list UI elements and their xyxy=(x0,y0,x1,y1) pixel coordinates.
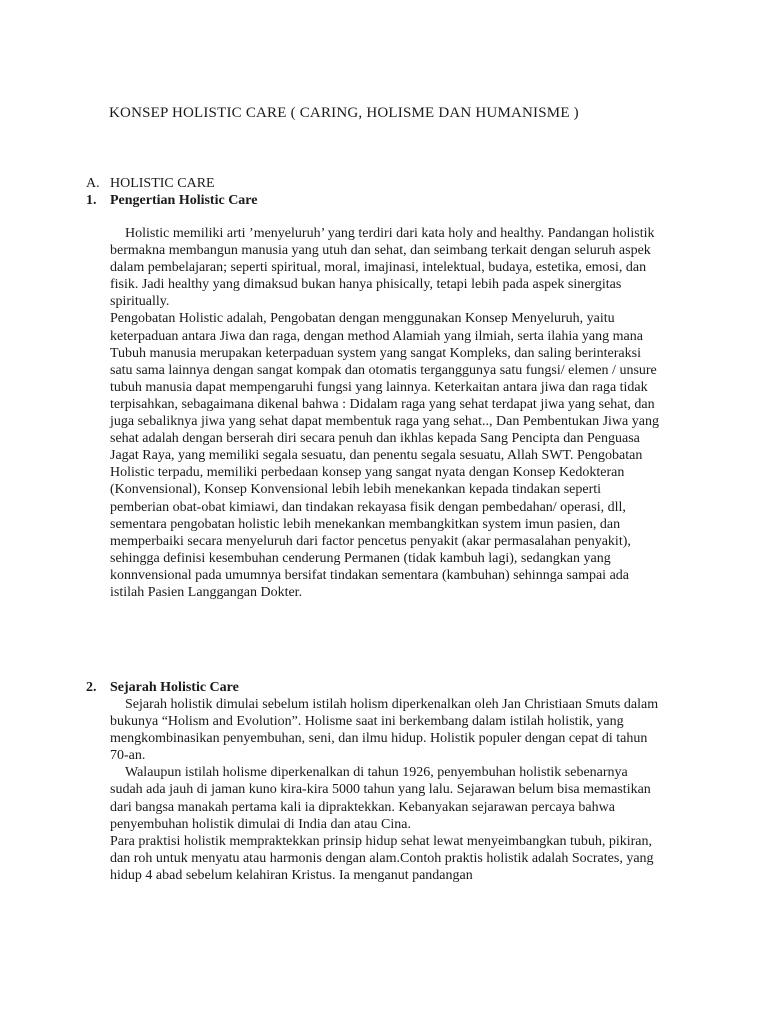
subsection-heading-1 xyxy=(86,192,258,209)
section-label: HOLISTIC CARE xyxy=(110,176,215,191)
paragraph: Holistic memiliki arti ’menyeluruh’ yang terdiri dari kata holy and healthy. Pandangan holistik bermakna membangun manusia yang utuh dan sehat, dan seimbang terkait dengan seluruh aspek dalam pembelajaran; seperti spiritual, moral, imajinasi, intelektual, budaya, estetika, emosi, dan fisik. Jadi healthy yang dimaksud bukan hanya phisically, tetapi lebih pada aspek sinergitas spiritually. xyxy=(110,226,655,310)
subsection-number: 1. xyxy=(86,193,97,208)
paragraph: Sejarah holistik dimulai sebelum istilah holism diperkenalkan oleh Jan Christiaan Smuts dalam bukunya “Holism and Evolution”. Holisme saat ini berkembang dalam istilah holistik, yang mengkombinasikan penyembuhan, seni, dan ilmu hidup. Holistik populer dengan cepat di tahun 70-an. xyxy=(110,697,659,764)
subsection-2-body xyxy=(110,696,660,884)
subsection-number: 2. xyxy=(86,680,97,695)
paragraph: Tubuh manusia merupakan keterpaduan system yang sangat Kompleks, dan saling berinteraksi satu sama lainnya dengan sangat kompak dan otomatis terganggunya satu fungsi/ elemen / unsure tubuh manusia dapat mempengaruhi fungsi yang lainnya. Keterkaitan antara jiwa dan raga tidak terpisahkan, sebagaimana dikenal bahwa : Didalam raga yang sehat terdapat jiwa yang sehat, dan juga sebaliknya jiwa yang sehat dapat membentuk raga yang sehat.., Dan Pembentukan Jiwa yang sehat adalah dengan berserah diri secara penuh dan ikhlas kepada Sang Pencipta dan Penguasa Jagat Raya, yang memiliki segala sesuatu, dan penentu segala sesuatu, Allah SWT. Pengobatan Holistic terpadu, memiliki perbedaan konsep yang sangat nyata dengan Konsep Kedokteran (Konvensional), Konsep Konvensional lebih lebih menekankan kepada tindakan seperti pemberian obat-obat kimiawi, dan tindakan rekayasa fisik dengan pembedahan/ operasi, dll, sementara pengobatan holistic lebih menekankan membangkitkan system imun pasien, dan memperbaiki secara menyeluruh dari factor pencetus penyakit (akar permasalahan penyakit), sehingga definisi kesembuhan cenderung Permanen (tidak kambuh lagi), sedangkan yang konnvensional pada umumnya bersifat tindakan sementara (kambuhan) sehinnga sampai ada istilah Pasien Langgangan Dokter. xyxy=(110,345,659,600)
paragraph: Para praktisi holistik mempraktekkan prinsip hidup sehat lewat menyeimbangkan tubuh, pikiran, dan roh untuk menyatu atau harmonis dengan alam.Contoh praktis holistik adalah Socrates, yang hidup 4 abad sebelum kelahiran Kristus. Ia menganut pandangan xyxy=(110,833,654,883)
document-title: KONSEP HOLISTIC CARE ( CARING, HOLISME DAN HUMANISME ) xyxy=(109,105,579,121)
subsection-1-body xyxy=(110,225,660,601)
section-number: A. xyxy=(86,176,100,191)
subsection-label: Sejarah Holistic Care xyxy=(110,680,239,695)
subsection-heading-2 xyxy=(86,679,239,696)
section-heading-a xyxy=(86,175,215,192)
paragraph: Pengobatan Holistic adalah, Pengobatan dengan menggunakan Konsep Menyeluruh, yaitu keterpaduan antara Jiwa dan raga, dengan method Alamiah yang ilmiah, serta ilahia yang mana xyxy=(110,311,643,344)
subsection-label: Pengertian Holistic Care xyxy=(110,193,258,208)
paragraph: Walaupun istilah holisme diperkenalkan di tahun 1926, penyembuhan holistik sebenarnya sudah ada jauh di jaman kuno kira-kira 5000 tahun yang lalu. Sejarawan belum bisa memastikan dari bangsa manakah pertama kali ia dipraktekkan. Kebanyakan sejarawan percaya bahwa penyembuhan holistik dimulai di India dan atau Cina. xyxy=(110,765,651,832)
